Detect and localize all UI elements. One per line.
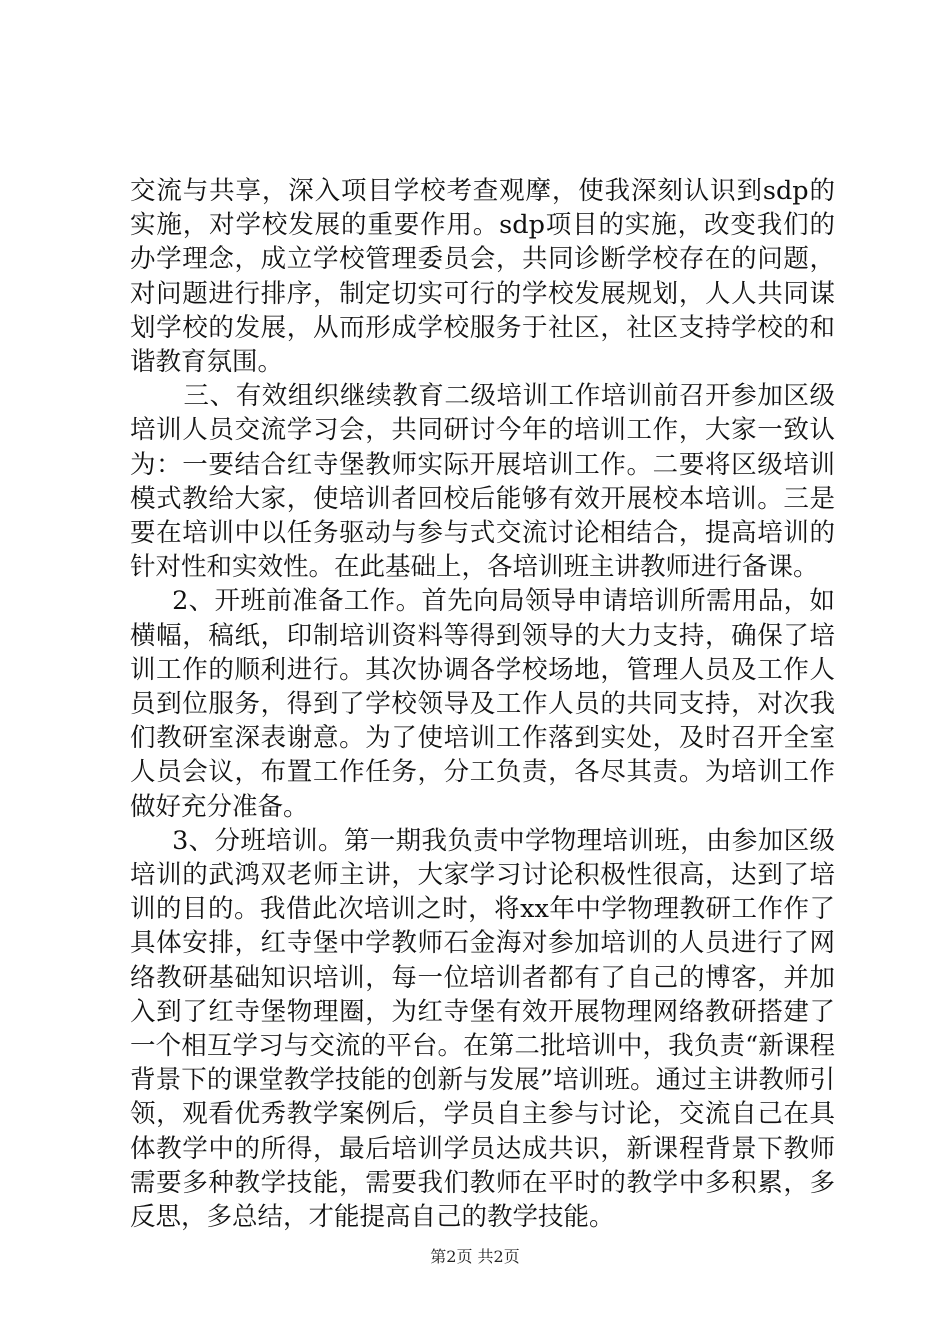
paragraph-item-three: 3、分班培训。第一期我负责中学物理培训班，由参加区级培训的武鸿双老师主讲，大家学习讨论积极性很高，达到了培训的目的。我借此次培训之时，将xx年中学物理教研工作作了具体安排，红寺堡中学教师石金海对参加培训的人员进行了网络教研基础知识培训，每一位培训者都有了自己的博客，并加入到了红寺堡物理圈，为红寺堡有效开展物理网络教研搭建了一个相互学习与交流的平台。在第二批培训中，我负责“新课程背景下的课堂教学技能的创新与发展”培训班。通过主讲教师引领，观看优秀教学案例后，学员自主参与讨论，交流自己在具体教学中的所得，最后培训学员达成共识，新课程背景下教师需要多种教学技能，需要我们教师在平时的教学中多积累，多反思，多总结，才能提高自己的教学技能。	[130, 825, 835, 1233]
page-number-footer: 第2页 共2页	[430, 1247, 520, 1266]
document-body	[130, 174, 835, 1234]
paragraph-continuation: 交流与共享，深入项目学校考查观摩，使我深刻认识到sdp的实施，对学校发展的重要作用。sdp项目的实施，改变我们的办学理念，成立学校管理委员会，共同诊断学校存在的问题，对问题进行排序，制定切实可行的学校发展规划，人人共同谋划学校的发展，从而形成学校服务于社区，社区支持学校的和谐教育氛围。	[130, 176, 835, 378]
paragraph-item-two: 2、开班前准备工作。首先向局领导申请培训所需用品，如横幅，稿纸，印制培训资料等得到领导的大力支持，确保了培训工作的顺利进行。其次协调各学校场地，管理人员及工作人员到位服务，得到了学校领导及工作人员的共同支持，对次我们教研室深表谢意。为了使培训工作落到实处，及时召开全室人员会议，布置工作任务，分工负责，各尽其责。为培训工作做好充分准备。	[130, 586, 835, 822]
paragraph-section-three: 三、有效组织继续教育二级培训工作培训前召开参加区级培训人员交流学习会，共同研讨今年的培训工作，大家一致认为：一要结合红寺堡教师实际开展培训工作。二要将区级培训模式教给大家，使培训者回校后能够有效开展校本培训。三是要在培训中以任务驱动与参与式交流讨论相结合，提高培训的针对性和实效性。在此基础上，各培训班主讲教师进行备课。	[130, 381, 835, 583]
